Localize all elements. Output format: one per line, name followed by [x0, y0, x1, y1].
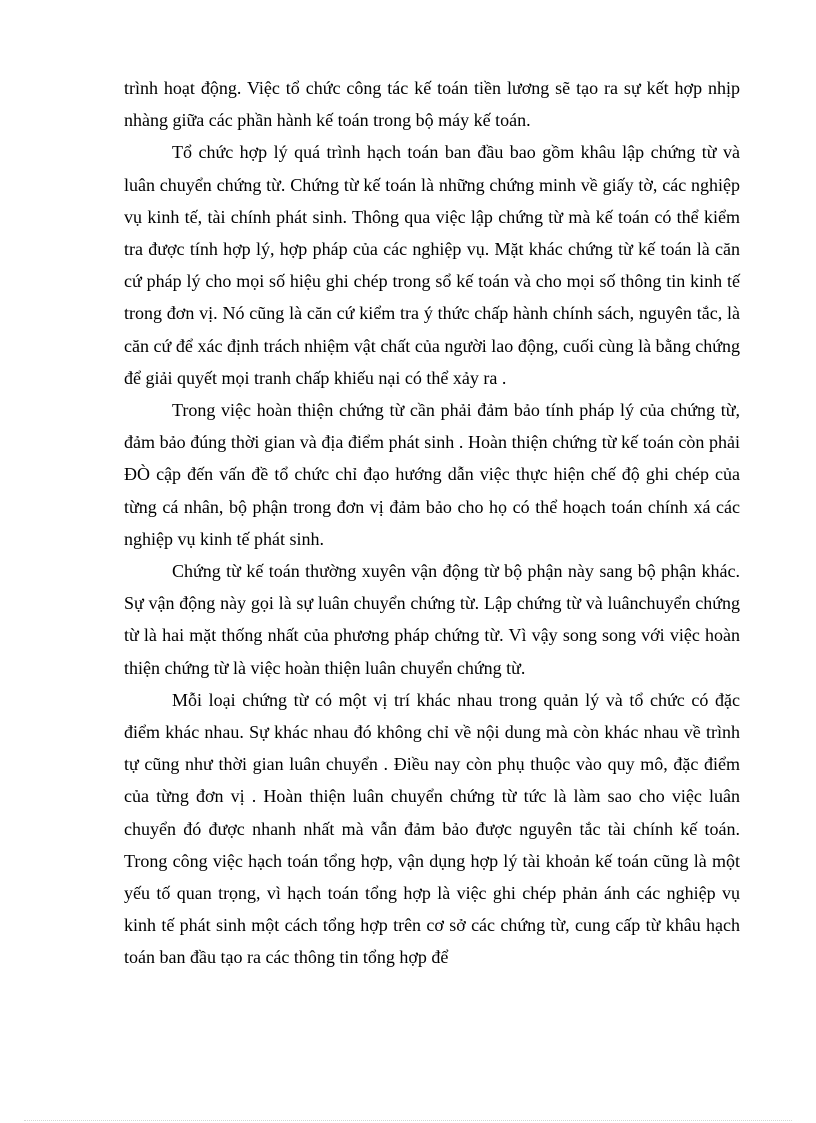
document-body — [124, 72, 740, 974]
page-footer-divider — [24, 1120, 792, 1121]
paragraph-5: Mỗi loại chứng từ có một vị trí khác nhau trong quản lý và tổ chức có đặc điểm khác nhau. Sự khác nhau đó không chỉ về nội dung mà còn khác nhau về trình tự cũng như thời gian luân chuyển . Điều nay còn phụ thuộc vào quy mô, đặc điểm của từng đơn vị . Hoàn thiện luân chuyển chứng từ tức là làm sao cho việc luân chuyển đó được nhanh nhất mà vẫn đảm bảo được nguyên tắc tài chính kế toán. Trong công việc hạch toán tổng hợp, vận dụng hợp lý tài khoản kế toán cũng là một yếu tố quan trọng, vì hạch toán tổng hợp là việc ghi chép phản ánh các nghiệp vụ kinh tế phát sinh một cách tổng hợp trên cơ sở các chứng từ, cung cấp từ khâu hạch toán ban đầu tạo ra các thông tin tổng hợp để — [124, 689, 740, 968]
paragraph-4: Chứng từ kế toán thường xuyên vận động từ bộ phận này sang bộ phận khác. Sự vận động này gọi là sự luân chuyển chứng từ. Lập chứng từ và luânchuyển chứng từ là hai mặt thống nhất của phương pháp chứng từ. Vì vậy song song với việc hoàn thiện chứng từ là việc hoàn thiện luân chuyển chứng từ. — [124, 561, 740, 678]
paragraph-3: Trong việc hoàn thiện chứng từ cần phải đảm bảo tính pháp lý của chứng từ, đảm bảo đúng thời gian và địa điểm phát sinh . Hoàn thiện chứng từ kế toán còn phải ĐÒ cập đến vấn đề tổ chức chỉ đạo hướng dẫn việc thực hiện chế độ ghi chép của từng cá nhân, bộ phận trong đơn vị đảm bảo cho họ có thể hoạch toán chính xá các nghiệp vụ kinh tế phát sinh. — [124, 400, 740, 549]
paragraph-1: trình hoạt động. Việc tổ chức công tác kế toán tiền lương sẽ tạo ra sự kết hợp nhịp nhàng giữa các phần hành kế toán trong bộ máy kế toán. — [124, 78, 740, 131]
paragraph-2: Tổ chức hợp lý quá trình hạch toán ban đầu bao gồm khâu lập chứng từ và luân chuyển chứng từ. Chứng từ kế toán là những chứng minh về giấy tờ, các nghiệp vụ kinh tế, tài chính phát sinh. Thông qua việc lập chứng từ mà kế toán có thể kiểm tra được tính hợp lý, hợp pháp của các nghiệp vụ. Mặt khác chứng từ kế toán là căn cứ pháp lý cho mọi số hiệu ghi chép trong sổ kế toán và cho mọi số thông tin kinh tế trong đơn vị. Nó cũng là căn cứ kiểm tra ý thức chấp hành chính sách, nguyên tắc, là căn cứ để xác định trách nhiệm vật chất của người lao động, cuối cùng là bằng chứng để giải quyết mọi tranh chấp khiếu nại có thể xảy ra . — [124, 142, 740, 388]
